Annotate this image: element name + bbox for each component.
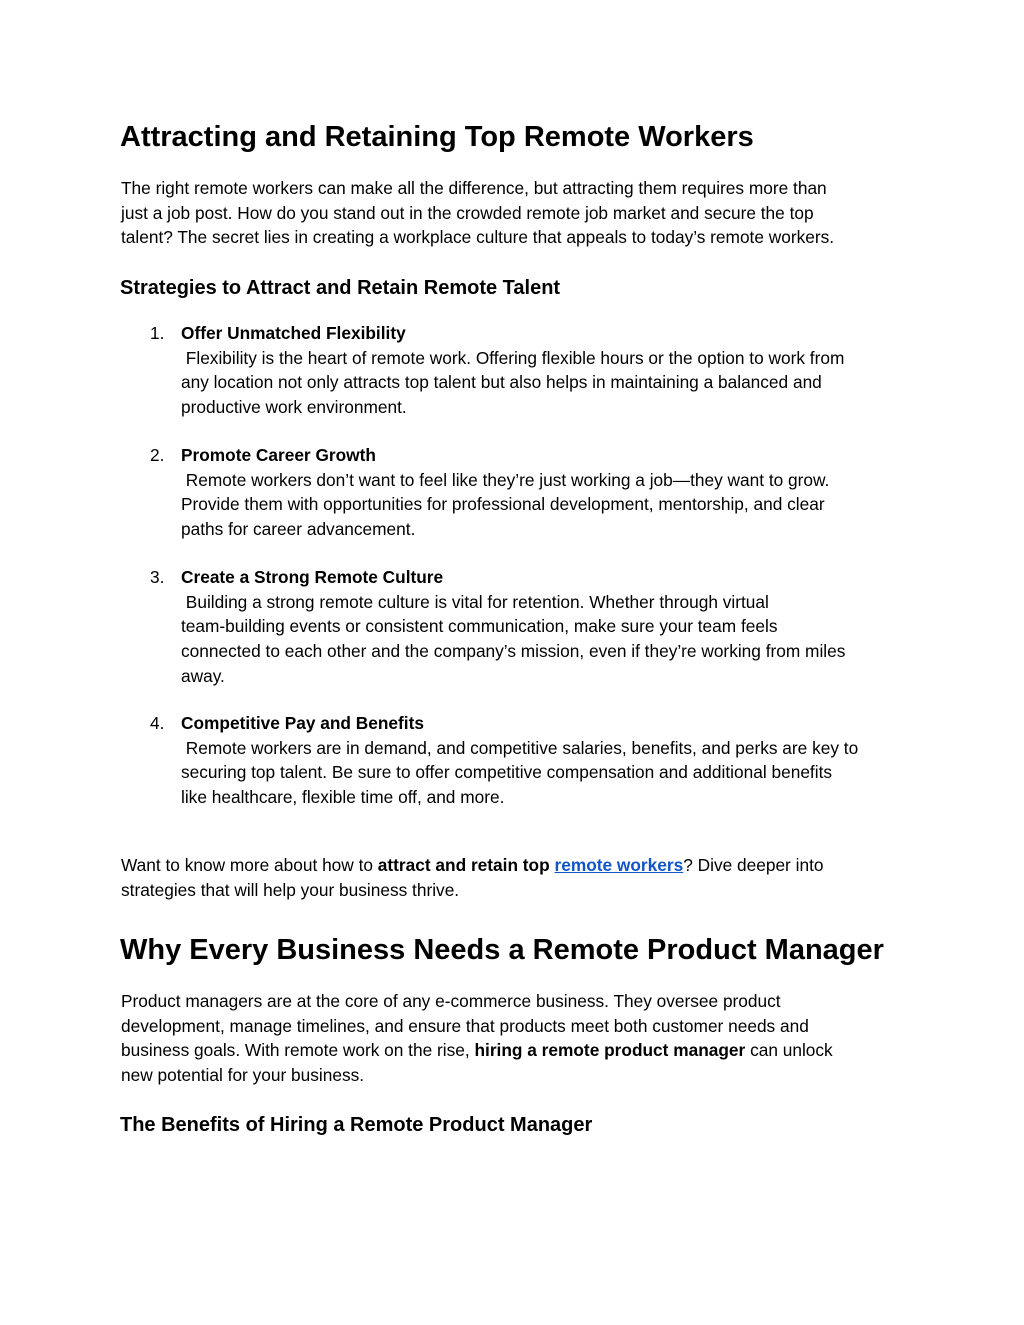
list-item-line: paths for career advancement. bbox=[181, 519, 416, 540]
list-item-line: connected to each other and the company’s mission, even if they’re working from miles bbox=[181, 641, 846, 662]
list-item-number: 1. bbox=[150, 323, 165, 343]
intro-line: The right remote workers can make all the difference, but attracting them requires more than bbox=[121, 178, 827, 198]
section2-line3-bold: hiring a remote product manager bbox=[474, 1040, 746, 1061]
list-item-line: Building a strong remote culture is vital for retention. Whether through virtual bbox=[181, 591, 769, 612]
cta-paragraph bbox=[121, 853, 823, 902]
cta-prefix: Want to know more about how to bbox=[121, 855, 378, 875]
cta-suffix: ? Dive deeper into bbox=[683, 855, 824, 875]
section1-intro bbox=[121, 176, 834, 250]
list-item-line: Remote workers are in demand, and competitive salaries, benefits, and perks are key to bbox=[181, 737, 859, 758]
section2-paragraph bbox=[121, 989, 833, 1088]
list-item-line: any location not only attracts top talent but also helps in maintaining a balanced and bbox=[181, 372, 822, 393]
section2-line: Product managers are at the core of any e-commerce business. They oversee product bbox=[121, 991, 781, 1011]
cta-bold: attract and retain top bbox=[377, 855, 550, 875]
section2-line: new potential for your business. bbox=[121, 1065, 365, 1086]
section2-line bbox=[121, 1038, 833, 1063]
list-item bbox=[181, 321, 844, 420]
remote-workers-link[interactable]: remote workers bbox=[554, 855, 684, 875]
section2-title: Why Every Business Needs a Remote Product Manager bbox=[120, 934, 884, 966]
section2-line3-prefix: business goals. With remote work on the rise, bbox=[121, 1040, 475, 1061]
section1-title: Attracting and Retaining Top Remote Workers bbox=[120, 121, 754, 153]
list-item-line: like healthcare, flexible time off, and more. bbox=[181, 787, 505, 808]
list-item bbox=[181, 443, 829, 542]
section2-subtitle: The Benefits of Hiring a Remote Product Manager bbox=[120, 1114, 593, 1136]
section2-line3-suffix: can unlock bbox=[745, 1040, 833, 1061]
section2-line: development, manage timelines, and ensure that products meet both customer needs and bbox=[121, 1015, 809, 1036]
list-item-title: Competitive Pay and Benefits bbox=[181, 713, 424, 733]
list-item-title: Create a Strong Remote Culture bbox=[181, 567, 444, 587]
list-item-number: 4. bbox=[150, 713, 165, 733]
section1-subtitle: Strategies to Attract and Retain Remote Talent bbox=[120, 277, 561, 299]
list-item-line: team-building events or consistent communication, make sure your team feels bbox=[181, 616, 778, 637]
list-item-title: Offer Unmatched Flexibility bbox=[181, 323, 406, 343]
list-item-line: Provide them with opportunities for professional development, mentorship, and clear bbox=[181, 494, 825, 515]
cta-line: strategies that will help your business thrive. bbox=[121, 879, 460, 900]
list-item-line: Remote workers don’t want to feel like they’re just working a job—they want to grow. bbox=[181, 469, 830, 490]
list-item bbox=[181, 565, 845, 689]
list-item-line: securing top talent. Be sure to offer competitive compensation and additional benefits bbox=[181, 762, 833, 783]
list-item-number: 3. bbox=[150, 567, 165, 587]
list-item bbox=[181, 711, 858, 810]
list-item-line: Flexibility is the heart of remote work. Offering flexible hours or the option to work from bbox=[181, 347, 845, 368]
list-item-line: away. bbox=[181, 665, 225, 686]
intro-line: talent? The secret lies in creating a workplace culture that appeals to today’s remote workers. bbox=[121, 227, 835, 248]
list-item-number: 2. bbox=[150, 445, 165, 465]
intro-line: just a job post. How do you stand out in the crowded remote job market and secure the top bbox=[121, 202, 814, 223]
cta-line bbox=[121, 853, 823, 878]
list-item-line: productive work environment. bbox=[181, 397, 407, 418]
list-item-title: Promote Career Growth bbox=[181, 445, 376, 465]
